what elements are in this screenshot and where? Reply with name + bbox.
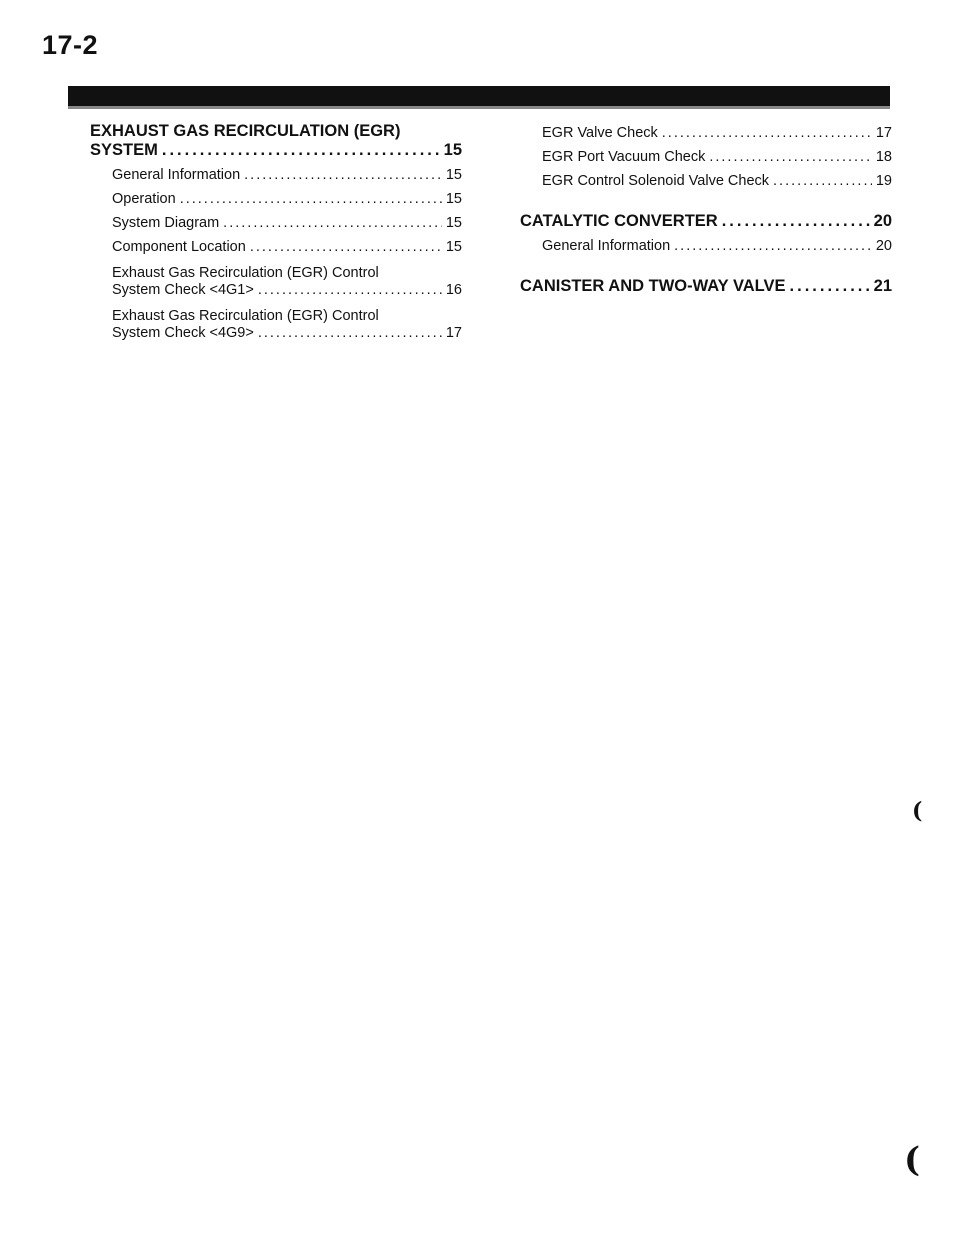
canister-heading[interactable] xyxy=(520,277,892,296)
binding-mark-upper: ( xyxy=(912,798,923,824)
toc-entry-label: Operation xyxy=(112,191,176,207)
toc-entry-label: System Diagram xyxy=(112,215,220,231)
egr-section-title-line2: SYSTEM xyxy=(90,141,158,159)
canister-page: 21 xyxy=(873,277,892,295)
header-rule xyxy=(68,86,890,106)
toc-entry-operation[interactable] xyxy=(112,191,462,208)
toc-left-column xyxy=(90,122,462,342)
toc-entry-egr-check-4g9[interactable] xyxy=(112,308,462,342)
dot-leader xyxy=(674,238,872,255)
page-number: 17-2 xyxy=(42,30,99,60)
toc-entry-page: 17 xyxy=(875,125,892,141)
catalytic-converter-heading[interactable] xyxy=(520,212,892,231)
toc-entry-page: 15 xyxy=(445,167,462,183)
toc-entry-egr-valve-check[interactable] xyxy=(542,125,892,142)
toc-entry-label-line1: Exhaust Gas Recirculation (EGR) Control xyxy=(112,265,379,281)
dot-leader xyxy=(662,125,872,142)
toc-entry-page: 19 xyxy=(875,173,892,189)
toc-entry-system-diagram[interactable] xyxy=(112,215,462,232)
toc-entry-page: 16 xyxy=(445,282,462,298)
toc-entry-page: 20 xyxy=(875,238,892,254)
dot-leader xyxy=(162,141,440,160)
toc-entry-egr-check-4g1[interactable] xyxy=(112,265,462,299)
dot-leader xyxy=(223,215,442,232)
egr-section-title-line1: EXHAUST GAS RECIRCULATION (EGR) xyxy=(90,122,401,140)
toc-entry-label: Component Location xyxy=(112,239,246,255)
dot-leader xyxy=(709,149,872,166)
binding-mark-lower: ( xyxy=(904,1140,921,1180)
dot-leader xyxy=(258,325,442,342)
catalytic-converter-page: 20 xyxy=(873,212,892,230)
dot-leader xyxy=(180,191,442,208)
toc-entry-label: General Information xyxy=(112,167,241,183)
toc-entry-label: EGR Valve Check xyxy=(542,125,658,141)
toc-entry-component-location[interactable] xyxy=(112,239,462,256)
toc-entry-page: 15 xyxy=(445,191,462,207)
dot-leader xyxy=(790,277,870,296)
toc-entry-page: 18 xyxy=(875,149,892,165)
toc-entry-egr-port-vacuum-check[interactable] xyxy=(542,149,892,166)
toc-entry-page: 15 xyxy=(445,215,462,231)
toc-entry-label-line1: Exhaust Gas Recirculation (EGR) Control xyxy=(112,308,379,324)
toc-entry-label-line2: System Check <4G9> xyxy=(112,325,254,341)
toc-entry-egr-control-solenoid-valve-check[interactable] xyxy=(542,173,892,190)
catalytic-converter-title: CATALYTIC CONVERTER xyxy=(520,212,718,230)
dot-leader xyxy=(722,212,870,231)
toc-entry-general-information[interactable] xyxy=(112,167,462,184)
toc-entry-catalytic-general-information[interactable] xyxy=(542,238,892,255)
canister-title: CANISTER AND TWO-WAY VALVE xyxy=(520,277,786,295)
dot-leader xyxy=(250,239,442,256)
toc-entry-label: EGR Port Vacuum Check xyxy=(542,149,706,165)
dot-leader xyxy=(258,282,442,299)
egr-section-heading[interactable] xyxy=(90,122,462,160)
toc-entry-label: EGR Control Solenoid Valve Check xyxy=(542,173,770,189)
toc-entry-page: 15 xyxy=(445,239,462,255)
toc-entry-label-line2: System Check <4G1> xyxy=(112,282,254,298)
dot-leader xyxy=(773,173,872,190)
egr-section-page: 15 xyxy=(443,141,462,159)
toc-right-column xyxy=(520,122,892,296)
toc-entry-label: General Information xyxy=(542,238,671,254)
dot-leader xyxy=(244,167,442,184)
toc-entry-page: 17 xyxy=(445,325,462,341)
